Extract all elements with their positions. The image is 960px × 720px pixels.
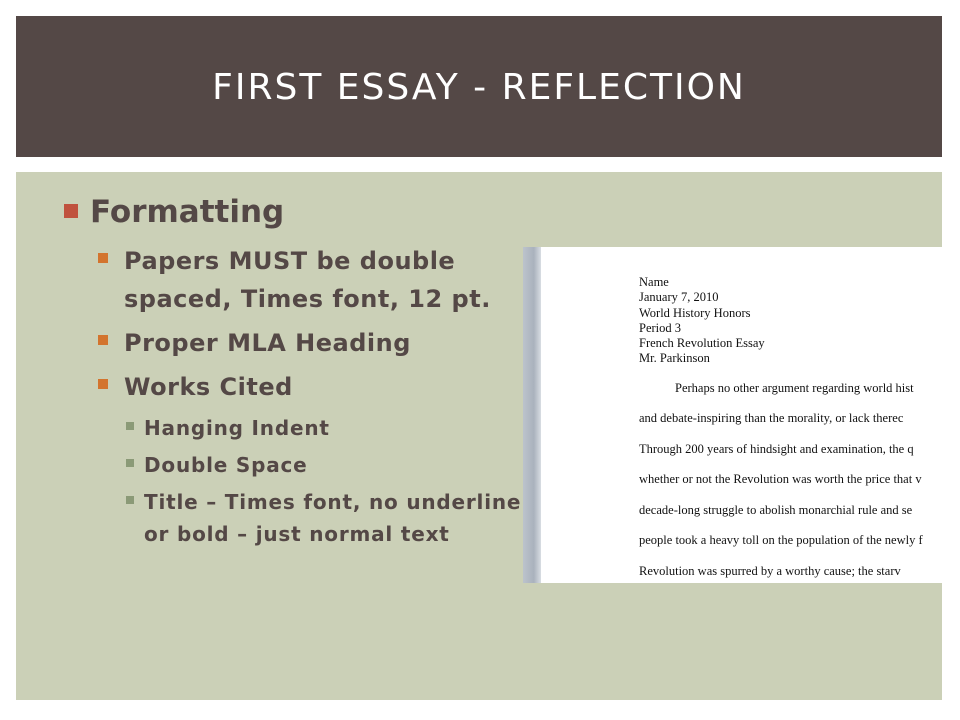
slide-title: FIRST ESSAY - REFLECTION	[212, 67, 746, 108]
mla-heading	[639, 275, 942, 367]
bullet-main-label: Formatting	[90, 194, 285, 230]
bullet-square-icon	[98, 379, 108, 389]
title-bar	[16, 16, 942, 157]
bullet-works-cited	[98, 368, 524, 406]
bullet-square-icon	[126, 422, 134, 430]
bullet-square-icon	[126, 496, 134, 504]
document-page-edge	[523, 247, 541, 583]
content-area	[16, 172, 942, 700]
bullet-formatting	[64, 192, 524, 232]
bullet-square-icon	[98, 253, 108, 263]
body-line: Revolution was spurred by a worthy cause; the starv	[639, 563, 901, 578]
bullet-hanging-indent	[126, 412, 524, 444]
bullet-mla-heading	[98, 324, 524, 362]
bullet-item-label: Papers MUST be double spaced, Times font, 12 pt.	[124, 247, 491, 313]
heading-line: January 7, 2010	[639, 290, 719, 305]
bullet-double-spaced	[98, 242, 524, 318]
bullet-double-space	[126, 449, 524, 481]
bullet-list	[64, 192, 524, 555]
body-line: whether or not the Revolution was worth the price that v	[639, 472, 922, 487]
bullet-square-icon	[98, 335, 108, 345]
body-line: and debate-inspiring than the morality, or lack therec	[639, 411, 904, 426]
heading-line: Period 3	[639, 320, 682, 335]
essay-body	[639, 373, 942, 583]
bullet-title-format	[126, 486, 524, 550]
bullet-sub-label: Hanging Indent	[144, 416, 330, 440]
body-line: decade-long struggle to abolish monarchial rule and se	[639, 502, 913, 517]
essay-page	[639, 275, 942, 583]
body-line: people took a heavy toll on the population of the newly f	[639, 533, 923, 548]
sample-essay-image	[523, 247, 942, 583]
body-line: Through 200 years of hindsight and examination, the q	[639, 441, 914, 456]
bullet-sub-label: Title – Times font, no underline or bold – just normal text	[144, 490, 522, 546]
heading-line: World History Honors	[639, 305, 751, 320]
bullet-sub-label: Double Space	[144, 453, 308, 477]
bullet-square-icon	[64, 204, 78, 218]
heading-line: French Revolution Essay	[639, 336, 765, 351]
heading-line: Name	[639, 275, 669, 289]
bullet-item-label: Works Cited	[124, 373, 293, 401]
bullet-item-label: Proper MLA Heading	[124, 329, 411, 357]
bullet-square-icon	[126, 459, 134, 467]
heading-line: Mr. Parkinson	[639, 351, 710, 366]
body-line: Perhaps no other argument regarding world hist	[675, 380, 914, 395]
